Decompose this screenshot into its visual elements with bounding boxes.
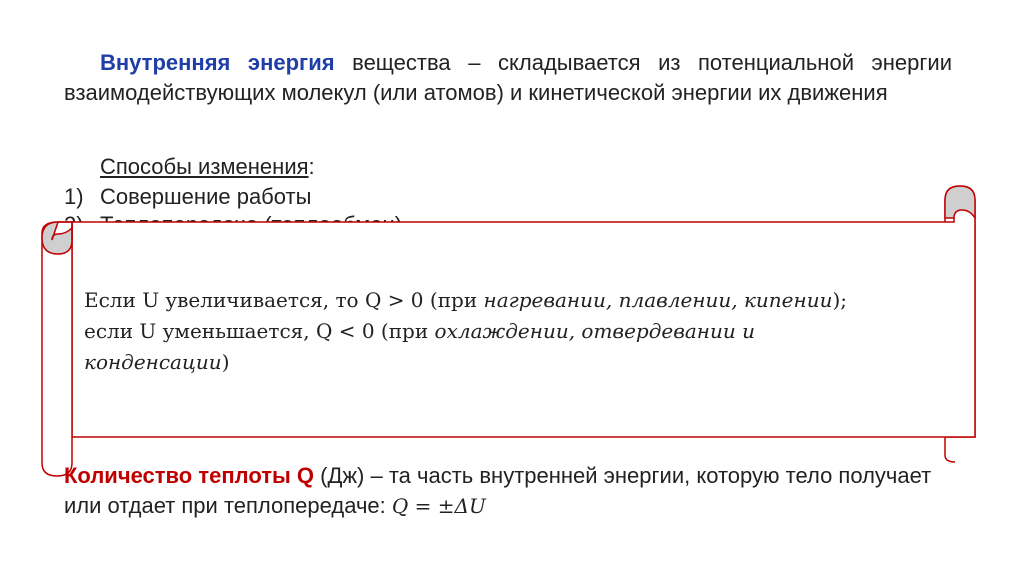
heat-quantity-term: Количество теплоты Q (64, 463, 314, 488)
scroll-right-roll (945, 186, 975, 437)
scroll-text: Если U увеличивается, то Q > 0 (при нагревании, плавлении, кипении); если U уменьшается, Q < 0 (при охлаждении, отвердевании и конденсации) (84, 288, 847, 374)
method-item-1: 1) Совершение работы (64, 184, 312, 209)
heat-formula: Q = ±ΔU (391, 494, 486, 518)
internal-energy-text: вещества – складывается из потенциальной энергии взаимодействующих молекул (или атомов) и кинетической энергии их движения (64, 50, 952, 105)
heat-quantity-text: (Дж) – та часть внутренней энергии, которую тело получает или отдает при теплопередаче: (64, 463, 932, 518)
scroll-left-roll (42, 222, 72, 476)
scroll-bottom-curl (945, 437, 955, 462)
heat-quantity-definition (64, 461, 952, 521)
methods-heading: Способы изменения: (100, 154, 315, 179)
methods-heading-text: Способы изменения (100, 154, 309, 179)
internal-energy-term: Внутренняя энергия (100, 50, 335, 75)
